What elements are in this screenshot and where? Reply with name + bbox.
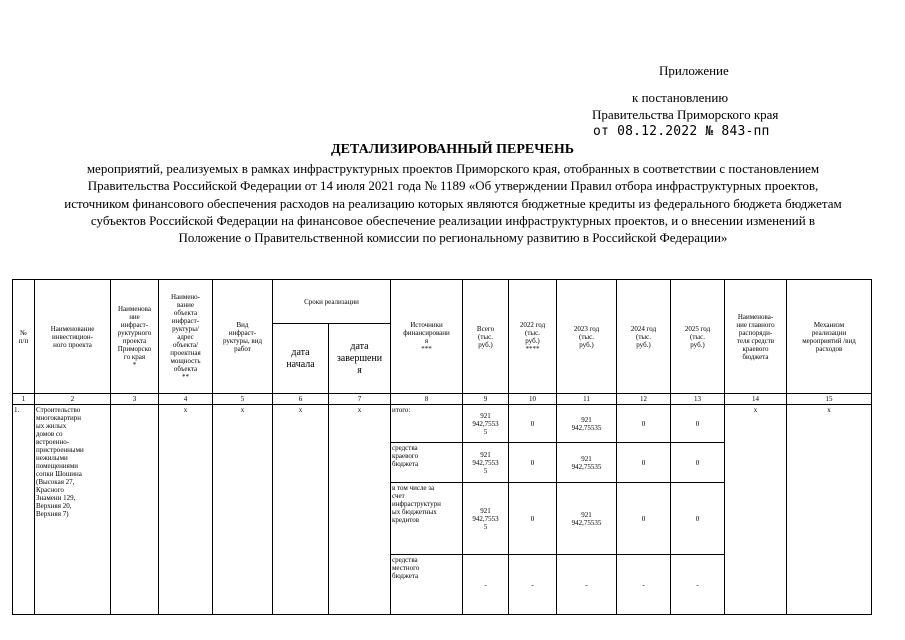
project-name-cell (35, 405, 111, 615)
appendix-line-resolution: к постановлению (632, 90, 729, 105)
source-name (391, 483, 463, 555)
source-2025: 0 (671, 483, 725, 555)
column-number: 15 (787, 394, 872, 405)
source-total (463, 443, 509, 483)
column-number: 4 (159, 394, 213, 405)
header-budget-manager-label: Наименова- ние главного распоряди- теля средств краевого бюджета (736, 312, 775, 361)
appendix-line-date-number: от 08.12.2022 № 843-пп (593, 124, 770, 139)
header-2025-label: 2025 год (тыс. руб.) (684, 324, 711, 349)
column-numbers-row (13, 394, 872, 405)
column-number: 1 (13, 394, 35, 405)
end-date-cell: x (329, 405, 391, 615)
header-start-date-label: дата начала (286, 346, 315, 370)
source-2025: 0 (671, 405, 725, 443)
header-infra-object-label: Наимено- вание объекта инфраст- руктуры/ адрес объекта/ проектная мощность объекта ** (170, 292, 201, 381)
column-number: 9 (463, 394, 509, 405)
detailed-list-table (12, 279, 872, 615)
header-mechanism (787, 280, 872, 394)
column-number: 5 (213, 394, 273, 405)
column-number: 13 (671, 394, 725, 405)
source-name (391, 405, 463, 443)
header-2022 (509, 280, 557, 394)
header-infra-project (111, 280, 159, 394)
row-number: 1. (13, 405, 35, 615)
header-start-date (273, 324, 329, 394)
column-number: 7 (329, 394, 391, 405)
source-name-text: средства краевого бюджета (392, 444, 419, 468)
header-total-label: Всего (тыс. руб.) (476, 324, 495, 349)
header-2025 (671, 280, 725, 394)
header-end-date-label: дата завершени я (336, 340, 383, 376)
source-2024: 0 (617, 405, 671, 443)
header-project (35, 280, 111, 394)
header-total (463, 280, 509, 394)
header-2023-label: 2023 год (тыс. руб.) (573, 324, 600, 349)
mechanism-cell: x (787, 405, 872, 615)
header-infra-object (159, 280, 213, 394)
header-timeline (273, 280, 391, 324)
table-header-row (13, 280, 872, 324)
header-sources-label: Источники финансировани я *** (403, 320, 450, 353)
source-2022: 0 (509, 443, 557, 483)
document-subtitle: мероприятий, реализуемых в рамках инфраструктурных проектов Приморского края, отобранных в соответствии с постановлением Правительства Российской Федерации от 14 июля 2021 года № 1189 «Об утверждении Правил отбора инфраструктурных проектов, источником финансового обеспечения расходов на реализацию которых являются бюджетные кредиты из федерального бюджета бюджетам субъектов Российской Федерации на финансовое обеспечение реализации инфраструктурных проектов, и о внесении изменений в Положение о Правительственной комиссии по региональному развитию в Российской Федерации» (64, 161, 842, 246)
column-number: 10 (509, 394, 557, 405)
infra-object-cell: x (159, 405, 213, 615)
source-name (391, 443, 463, 483)
infra-project-cell (111, 405, 159, 615)
source-2024: 0 (617, 443, 671, 483)
appendix-title: Приложение (659, 63, 729, 78)
source-2023-text: 921 942,75535 (571, 454, 602, 471)
source-total: - (463, 555, 509, 615)
header-project-label: Наименование инвестицион- ного проекта (50, 324, 95, 349)
source-total (463, 405, 509, 443)
source-2025: - (671, 555, 725, 615)
header-mechanism-label: Механизм реализации мероприятий /вид расходов (802, 320, 856, 353)
source-2023-text: 921 942,75535 (571, 510, 602, 527)
table-row (13, 405, 872, 443)
source-name (391, 555, 463, 615)
source-2022: 0 (509, 483, 557, 555)
header-sources (391, 280, 463, 394)
document-title: ДЕТАЛИЗИРОВАННЫЙ ПЕРЕЧЕНЬ (330, 142, 575, 157)
source-total (463, 483, 509, 555)
appendix-line-government: Правительства Приморского края (592, 107, 779, 122)
source-name-text: итого: (392, 406, 411, 414)
source-name-text: средства местного бюджета (392, 556, 420, 580)
start-date-cell: x (273, 405, 329, 615)
source-2023 (557, 483, 617, 555)
source-2025: 0 (671, 443, 725, 483)
source-2024: 0 (617, 483, 671, 555)
header-end-date (329, 324, 391, 394)
source-2023 (557, 443, 617, 483)
source-2024: - (617, 555, 671, 615)
infra-type-cell: x (213, 405, 273, 615)
header-budget-manager (725, 280, 787, 394)
column-number: 14 (725, 394, 787, 405)
column-number: 2 (35, 394, 111, 405)
header-infra-type-label: Вид инфраст- руктуры, вид работ (223, 320, 262, 353)
header-timeline-label: Сроки реализации (304, 297, 359, 306)
header-num (13, 280, 35, 394)
header-2024-label: 2024 год (тыс. руб.) (630, 324, 657, 349)
header-infra-type (213, 280, 273, 394)
header-2024 (617, 280, 671, 394)
source-2023-text: 921 942,75535 (571, 415, 602, 432)
header-2023 (557, 280, 617, 394)
header-num-label: № п/п (18, 328, 29, 345)
source-2022: 0 (509, 405, 557, 443)
column-number: 6 (273, 394, 329, 405)
source-total-text: 921 942,7553 5 (472, 450, 499, 475)
source-2023: - (557, 555, 617, 615)
source-name-text: в том числе за счет инфраструктурн ых бюджетных кредитов (392, 484, 441, 524)
source-total-text: 921 942,7553 5 (472, 411, 499, 436)
source-total-text: 921 942,7553 5 (472, 506, 499, 531)
column-number: 3 (111, 394, 159, 405)
header-2022-label: 2022 год (тыс. руб.) **** (519, 320, 546, 353)
source-2022: - (509, 555, 557, 615)
column-number: 8 (391, 394, 463, 405)
column-number: 11 (557, 394, 617, 405)
source-2023 (557, 405, 617, 443)
budget-manager-cell: x (725, 405, 787, 615)
project-name: Строительство многоквартирн ых жилых домов со встроенно- пристроенными нежилыми помещениями сопки Шошина (Высокая 27, Красного Знамени 129, Верхняя 20, Верхняя 7) (36, 406, 84, 518)
header-infra-project-label: Наименова ние инфраст- руктурного проекта Приморско го края * (117, 304, 152, 369)
column-number: 12 (617, 394, 671, 405)
